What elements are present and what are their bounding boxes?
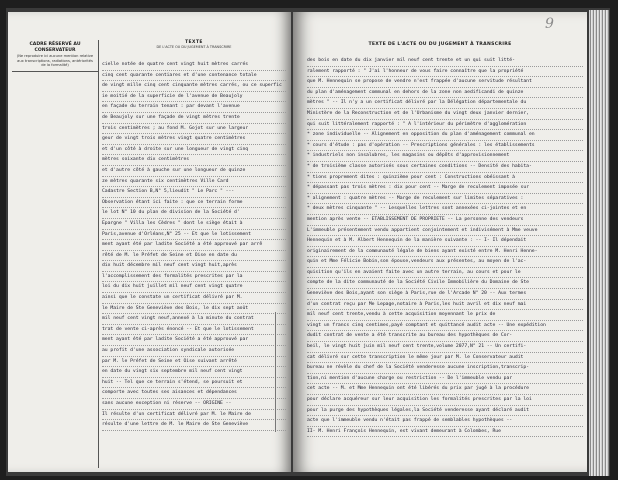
text-line: l'accomplissement des formalités prescrites par la xyxy=(102,272,286,283)
text-line: * dépassant pas trois mètres : dix pour cent -- Marge de reculement imposée sur xyxy=(307,183,583,194)
margin-vertical-mark xyxy=(275,312,276,432)
text-line: acte que l'immeuble vendu n'était pas frappé de semblables hypothèques -- xyxy=(307,416,583,427)
text-line: de vingt mille cinq cent cinquante mètres carrés, ou ce superfic xyxy=(102,81,286,92)
text-line: * deux mètres cinquante " -- Lesquelles lettres sont annexées ci-jointes et en xyxy=(307,204,583,215)
text-line: sans aucune exception ni réserve -- ORIGINE -- xyxy=(102,399,286,410)
text-line: dix huit décembre mil neuf cent vingt huit,après xyxy=(102,261,286,272)
text-line: rêté de M. le Préfet de Seine et Oise en date du xyxy=(102,251,286,262)
text-line: ie moitié de la superficie de l'avenue de Beaujoly xyxy=(102,92,286,103)
text-line: en façade du terrain tenant : par devant l'avenue xyxy=(102,102,286,113)
text-line: ment ayant été par ladite Société a été approuvé par xyxy=(102,335,286,346)
text-line: pour la purge des hypothèques légales,la Société venderesse ayant déclaré audit xyxy=(307,406,583,417)
text-line: vingt un francs cinq centimes,payé comptant et quittancé audit acte -- Une expédition xyxy=(307,321,583,332)
left-page xyxy=(8,12,291,472)
margin-subtitle: (Ne reproduire ici aucune mention relative aux transcriptions, radiations, antériorités de la formalité) xyxy=(16,54,94,68)
conservator-margin-box xyxy=(12,40,99,468)
text-line: * de troisième classe autorisés sous certaines conditions -- Densité des habita- xyxy=(307,162,583,173)
left-page-text xyxy=(102,60,286,468)
text-line: ainsi que le constate un certificat délivré par M. xyxy=(102,293,286,304)
text-line: II- M. Henri François Hennequin, est vivant demeurant à Colombes, Rue xyxy=(307,427,583,438)
left-page-header xyxy=(104,40,284,49)
bound-register xyxy=(6,8,610,476)
margin-title: CADRE RÉSERVÉ AU CONSERVATEUR xyxy=(29,42,81,53)
text-line: * industriels non insalubres, les magasins ou dépôts d'approvisionnement xyxy=(307,151,583,162)
text-line: des bois en date du dix janvier mil neuf cent trente et un qui suit litté- xyxy=(307,56,583,67)
text-line: L'immeuble présentement vendu appartient conjointement et indivisément à Mme veuve xyxy=(307,226,583,237)
page-number: 9 xyxy=(545,16,554,32)
text-line: Epargne " Villa les Cèdres " dont le siège était à xyxy=(102,219,286,230)
text-line: résulte d'une lettre de M. le Maire de Ste Geneviève xyxy=(102,420,286,431)
text-line: quisition qu'ils en avaient faite avec un autre terrain, au cours et pour le xyxy=(307,268,583,279)
text-line: que M. Hennequin se propose de vendre n'est frappée d'aucune servitude résultant xyxy=(307,77,583,88)
text-line: geur de vingt trois mètres vingt quatre centimètres xyxy=(102,134,286,145)
text-line: du plan d'aménagement communal en dehors de la zone non aedificandi de quinze xyxy=(307,88,583,99)
text-line: originairement de la communauté légale de biens ayant existé entre M. Henri Henne- xyxy=(307,247,583,258)
left-header-title: TEXTE xyxy=(185,40,203,45)
text-line: huit -- Tel que ce terrain s'étend, se poursuit et xyxy=(102,378,286,389)
page-edges xyxy=(589,10,609,476)
text-line: compte de la dite communauté de la Société Civile Immobilière du Domaine de Ste xyxy=(307,278,583,289)
text-line: cielle notée de quatre cent vingt huit mètres carrés xyxy=(102,60,286,71)
text-line: mètres " -- Il n'y a un certificat délivré par la Délégation départementale du xyxy=(307,98,583,109)
text-line: au profit d'une association syndicale autorisée xyxy=(102,346,286,357)
text-line: Cadastre Section B,N° 5,lieudit " Le Parc " --- xyxy=(102,187,286,198)
text-line: trois centimètres ; au fond M. Gojot sur une largeur xyxy=(102,124,286,135)
text-line: beil, le vingt huit juin mil neuf cent trente,volume 2077,N° 21 -- Un certifi- xyxy=(307,342,583,353)
text-line: mil neuf cent vingt neuf,annexé à la minute du contrat xyxy=(102,314,286,325)
text-line: par M. le Préfet de Seine et Oise suivant arrêté xyxy=(102,357,286,368)
text-line: mention après vente -- ETABLISSEMENT DE PROPRIETE -- La personne des vendeurs xyxy=(307,215,583,226)
text-line: ze mètres quarante six centimètres Ville Card xyxy=(102,177,286,188)
margin-divider xyxy=(12,71,98,72)
text-line: comporte avec toutes ses aisances et dépendances xyxy=(102,388,286,399)
text-line: Il résulte d'un certificat délivré par M. le Maire de xyxy=(102,410,286,421)
text-line: ralement rapporté : " J'ai l'honneur de vous faire connaître que la propriété xyxy=(307,67,583,78)
text-line: le Maire de Ste Geneviève des Bois, le dix sept août xyxy=(102,304,286,315)
text-line: * alignement : quatre mètres -- Marge de reculement sur limites séparatives : xyxy=(307,194,583,205)
text-line: * zone individuelle -- Alignement en opposition du plan d'aménagement communal en xyxy=(307,130,583,141)
text-line: en date du vingt six septembre mil neuf cent vingt xyxy=(102,367,286,378)
text-line: mil neuf cent trente,vendu à cette acquisition moyennant le prix de xyxy=(307,310,583,321)
text-line: loi du dix huit juillet mil neuf cent vingt quatre xyxy=(102,282,286,293)
text-line: Observation étant ici faite : que ce terrain forme xyxy=(102,198,286,209)
text-line: cinq cent quarante centiares et d'une contenance totale xyxy=(102,71,286,82)
text-line: le lot N° 10 du plan de division de la Société d' xyxy=(102,208,286,219)
right-page-header: TEXTE DE L'ACTE OU DU JUGEMENT À TRANSCRIRE xyxy=(368,42,512,47)
text-line: tion,ni mention d'aucune charge ou restriction -- De l'immeuble vendu par xyxy=(307,374,583,385)
text-line: et d'autre côté à gauche sur une longueur de quinze xyxy=(102,166,286,177)
text-line: cat délivré sur cette transcription le même jour par M. le Conservateur audit xyxy=(307,353,583,364)
left-header-subtitle: DE L'ACTE OU DU JUGEMENT À TRANSCRIRE xyxy=(156,45,232,49)
text-line: et d'un côté à droite sur une longueur de vingt cinq xyxy=(102,145,286,156)
text-line: Ministère de la Reconstruction et de l'Urbanisme du vingt deux janvier dernier, xyxy=(307,109,583,120)
right-page xyxy=(293,12,587,472)
text-line: * cours d'étude : pas d'opération -- Prescriptions générales : les établissements xyxy=(307,141,583,152)
right-page-text xyxy=(307,56,583,468)
text-line: bureau ne révèle du chef de la Société venderesse aucune inscription,transcrip- xyxy=(307,363,583,374)
text-line: quin et Mme Félicie Bobin,son épouse,vendeurs aux présentes, au moyen de l'ac- xyxy=(307,257,583,268)
text-line: trat de vente ci-après énoncé -- Et que le lotissement xyxy=(102,325,286,336)
text-line: Geneviève des Bois,ayant son siège à Paris,rue de l'Arcade N° 20 -- Aux termes xyxy=(307,289,583,300)
text-line: d'un contrat reçu par Me Lepage,notaire à Paris,les huit avril et dix neuf mai xyxy=(307,300,583,311)
text-line: Hennequin et à M. Albert Hennequin de la manière suivante : -- I- Il dépendait xyxy=(307,236,583,247)
text-line: mètres soixante dix centimètres xyxy=(102,155,286,166)
text-line: qui suit littéralement rapporté : " A l'intérieur du périmètre d'agglomération xyxy=(307,120,583,131)
text-line: * tions proprement dites : quinzième pour cent : Constructions obéissant à xyxy=(307,173,583,184)
text-line: dudit contrat de vente a été transcrite au bureau des hypothèques de Cor- xyxy=(307,331,583,342)
text-line: de Beaujoly sur une façade de vingt mètres trente xyxy=(102,113,286,124)
text-line: pour déclare acquéreur sur leur acquisition les formalités prescrites par la loi xyxy=(307,395,583,406)
text-line: cet acte -- M. et Mme Hennequin ont été libérés du prix par jugé à la procédure xyxy=(307,384,583,395)
text-line: Paris,avenue d'Orléans,N° 25 -- Et que le lotissement xyxy=(102,230,286,241)
text-line: ment ayant été par ladite Société a été approuvé par arrê xyxy=(102,240,286,251)
